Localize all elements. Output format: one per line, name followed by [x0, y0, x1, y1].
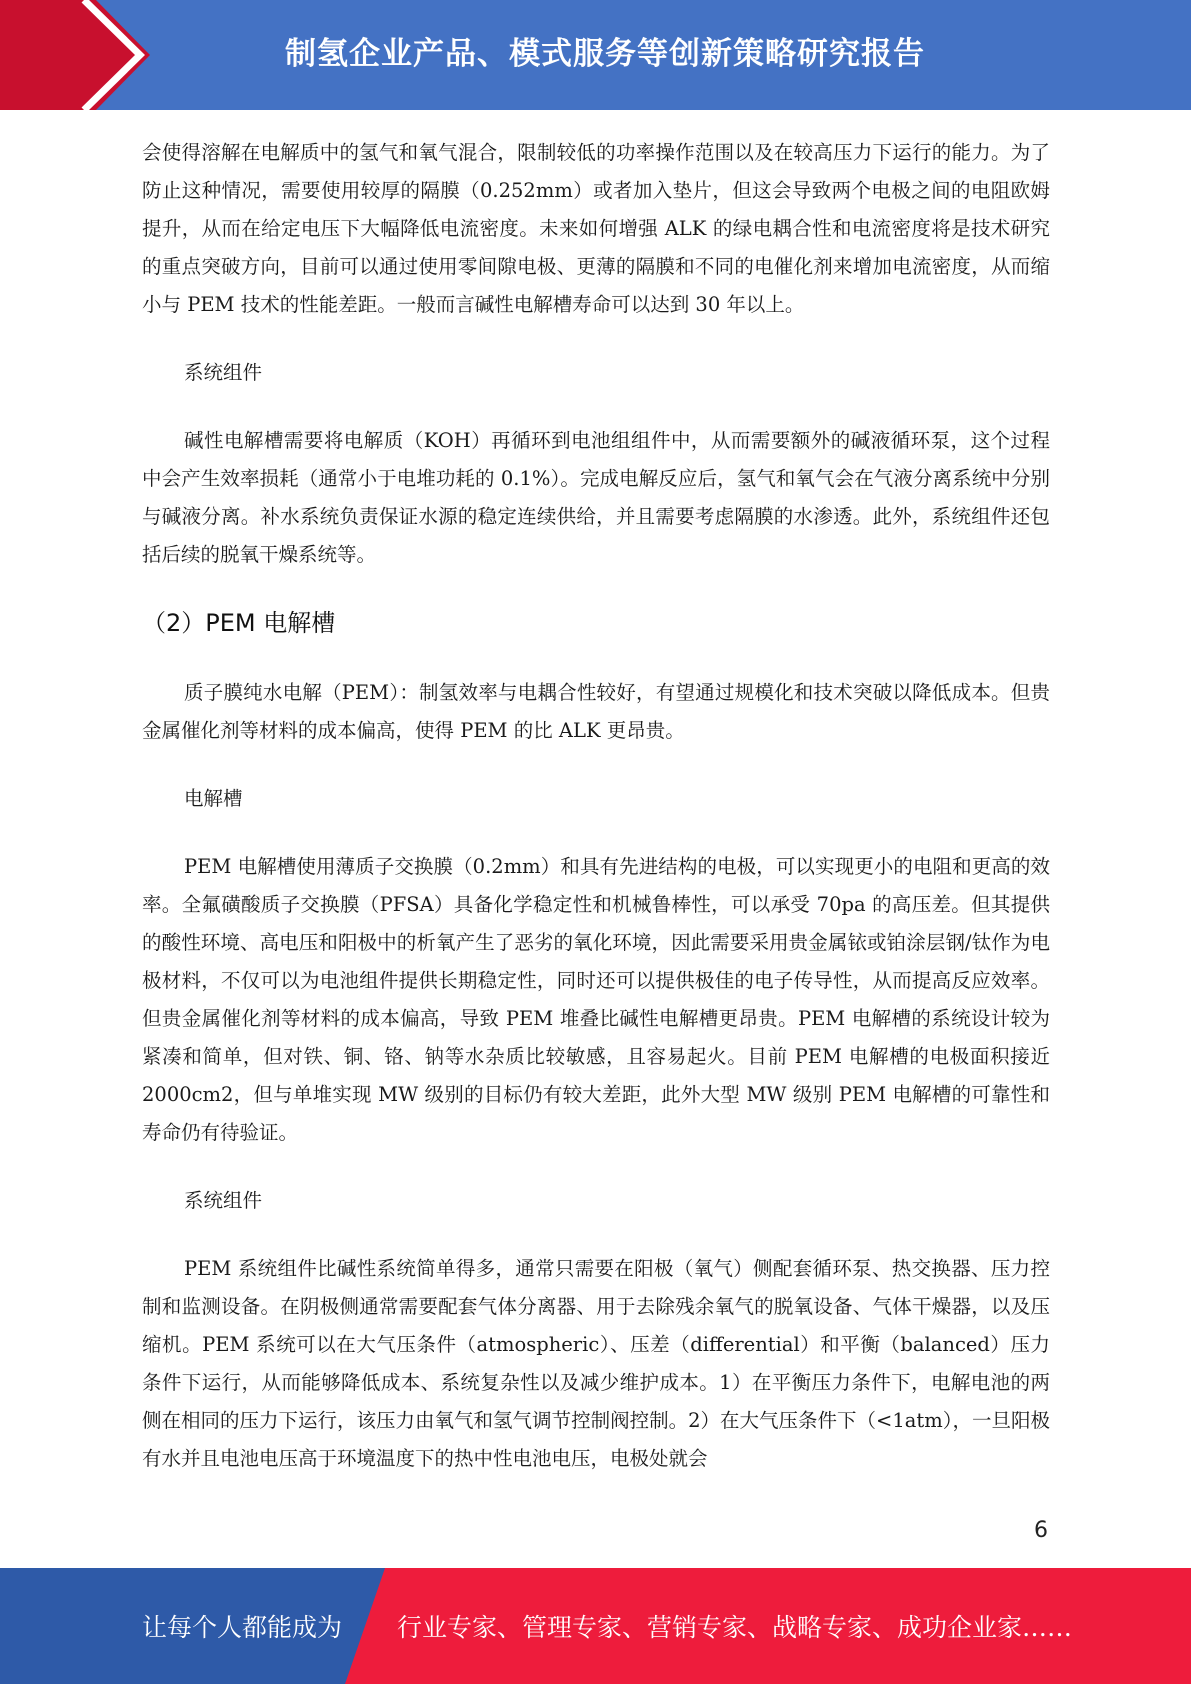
page-footer	[0, 1568, 1191, 1684]
page-number: 6	[1034, 1518, 1048, 1543]
paragraph-alk-system-components: 碱性电解槽需要将电解质（KOH）再循环到电池组组件中，从而需要额外的碱液循环泵，这个过程中会产生效率损耗（通常小于电堆功耗的 0.1%）。完成电解反应后，氢气和氧气会在气液分离系统中分别与碱液分离。补水系统负责保证水源的稳定连续供给，并且需要考虑隔膜的水渗透。此外，系统组件还包括后续的脱氧干燥系统等。	[142, 429, 1050, 566]
subheading-pem-system-components: 系统组件	[184, 1189, 263, 1212]
section-heading-pem: （2）PEM 电解槽	[142, 609, 336, 637]
footer-slogan-right: 行业专家、管理专家、营销专家、战略专家、成功企业家……	[397, 1613, 1073, 1642]
page-header	[0, 0, 1191, 110]
subheading-electrolyzer: 电解槽	[184, 787, 243, 810]
paragraph-pem-electrolyzer: PEM 电解槽使用薄质子交换膜（0.2mm）和具有先进结构的电极，可以实现更小的电阻和更高的效率。全氟磺酸质子交换膜（PFSA）具备化学稳定性和机械鲁棒性，可以承受 70pa 的高压差。但其提供的酸性环境、高电压和阳极中的析氧产生了恶劣的氧化环境，因此需要采用贵金属铱或铂涂层钢/钛作为电极材料，不仅可以为电池组件提供长期稳定性，同时还可以提供极佳的电子传导性，从而提高反应效率。但贵金属催化剂等材料的成本偏高，导致 PEM 堆叠比碱性电解槽更昂贵。PEM 电解槽的系统设计较为紧凑和简单，但对铁、铜、铬、钠等水杂质比较敏感，且容易起火。目前 PEM 电解槽的电极面积接近 2000cm2，但与单堆实现 MW 级别的目标仍有较大差距，此外大型 MW 级别 PEM 电解槽的可靠性和寿命仍有待验证。	[142, 855, 1050, 1144]
header-title: 制氢企业产品、模式服务等创新策略研究报告	[285, 36, 925, 72]
paragraph-pem-intro: 质子膜纯水电解（PEM）：制氢效率与电耦合性较好，有望通过规模化和技术突破以降低成本。但贵金属催化剂等材料的成本偏高，使得 PEM 的比 ALK 更昂贵。	[142, 681, 1050, 742]
paragraph-alk-continuation: 会使得溶解在电解质中的氢气和氧气混合，限制较低的功率操作范围以及在较高压力下运行的能力。为了防止这种情况，需要使用较厚的隔膜（0.252mm）或者加入垫片，但这会导致两个电极之间的电阻欧姆提升，从而在给定电压下大幅降低电流密度。未来如何增强 ALK 的绿电耦合性和电流密度将是技术研究的重点突破方向，目前可以通过使用零间隙电极、更薄的隔膜和不同的电催化剂来增加电流密度，从而缩小与 PEM 技术的性能差距。一般而言碱性电解槽寿命可以达到 30 年以上。	[142, 141, 1050, 316]
document-body	[142, 134, 1050, 1478]
subheading-system-components: 系统组件	[184, 361, 263, 384]
paragraph-pem-system-components: PEM 系统组件比碱性系统简单得多，通常只需要在阳极（氧气）侧配套循环泵、热交换器、压力控制和监测设备。在阴极侧通常需要配套气体分离器、用于去除残余氧气的脱氧设备、气体干燥器，以及压缩机。PEM 系统可以在大气压条件（atmospheric）、压差（differential）和平衡（balanced）压力条件下运行，从而能够降低成本、系统复杂性以及减少维护成本。1）在平衡压力条件下，电解电池的两侧在相同的压力下运行，该压力由氧气和氢气调节控制阀控制。2）在大气压条件下（<1atm），一旦阳极有水并且电池电压高于环境温度下的热中性电池电压，电极处就会	[142, 1257, 1050, 1470]
header-arrow-decoration	[0, 0, 150, 110]
footer-slogan-left: 让每个人都能成为	[142, 1613, 343, 1642]
